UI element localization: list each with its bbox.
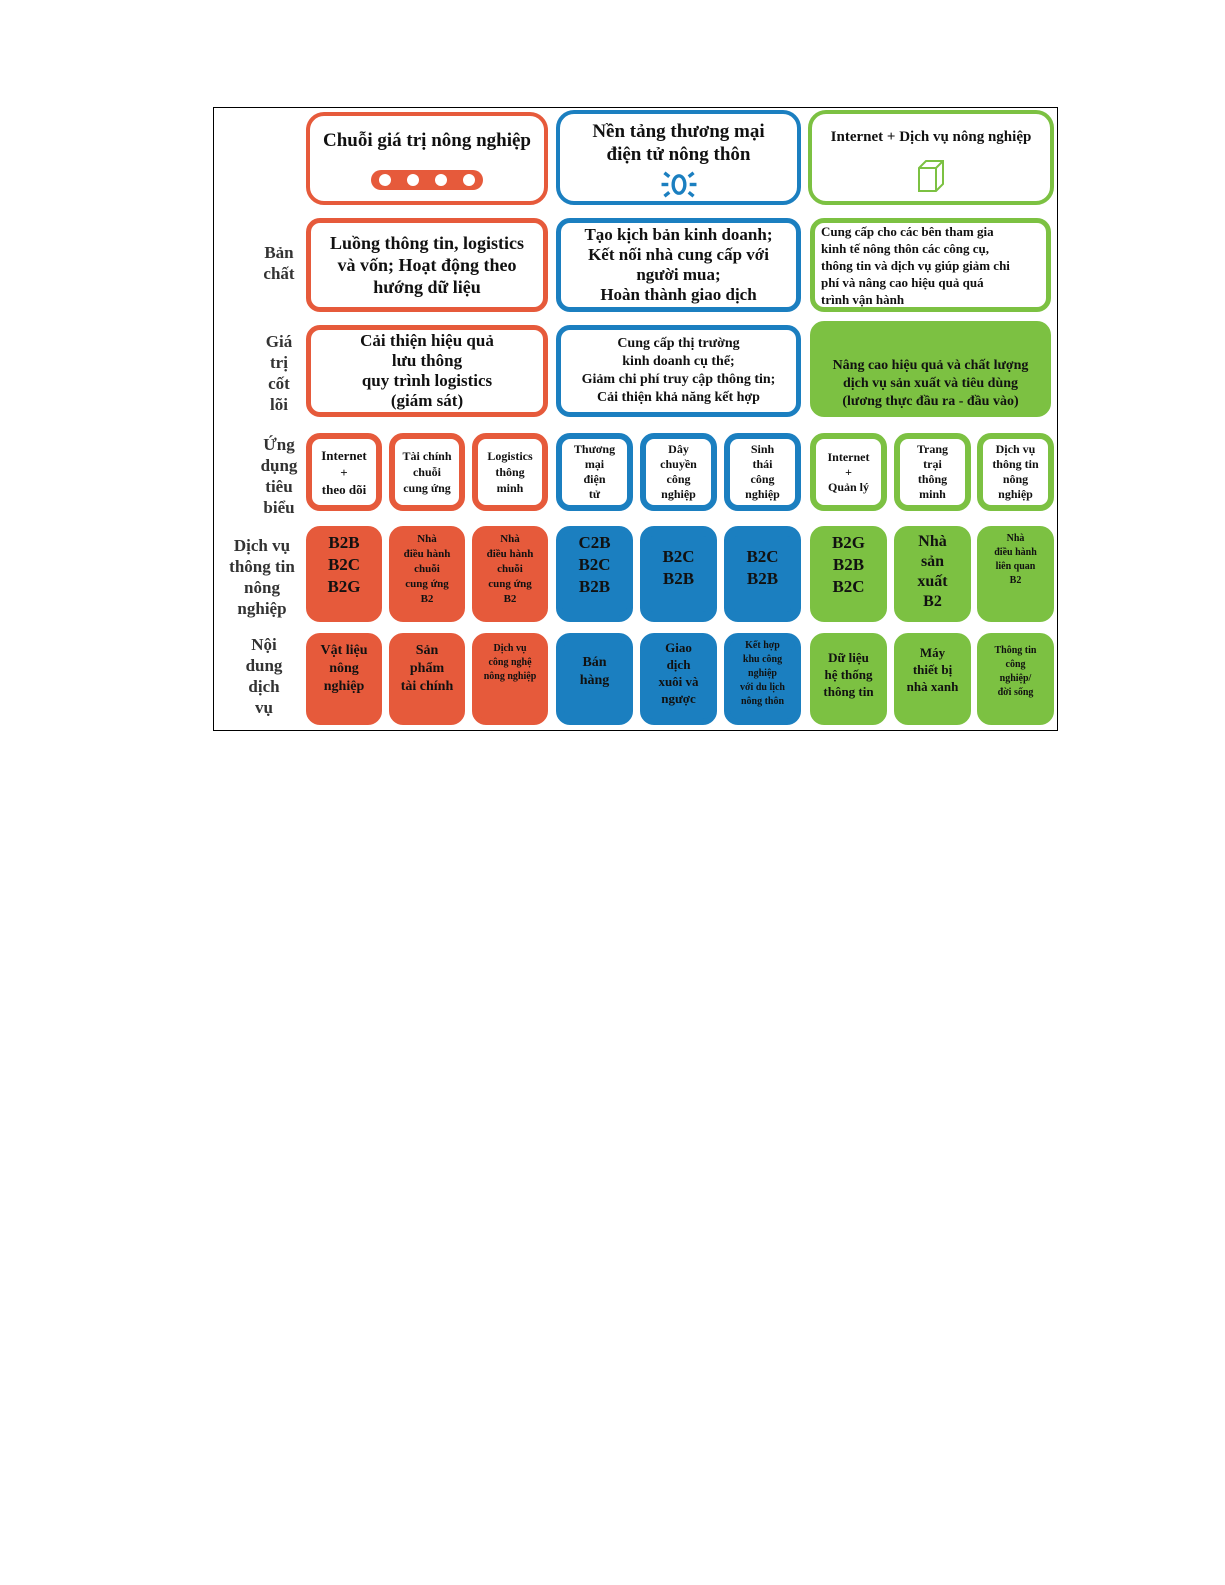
row-label-info-services: Dịch vụ thông tin nông nghiệp bbox=[229, 536, 295, 618]
app-supply-chain-finance bbox=[389, 433, 465, 511]
chain-link-icon bbox=[367, 166, 487, 194]
row-label-nature: Bản chất bbox=[263, 243, 295, 283]
column-header-ecommerce bbox=[556, 110, 801, 205]
info-service-label: B2C B2B bbox=[746, 547, 779, 588]
content-label: Dịch vụ công nghệ nông nghiệp bbox=[483, 643, 537, 682]
info-service-producer bbox=[894, 526, 971, 622]
column-header-label: Chuỗi giá trị nông nghiệp bbox=[323, 130, 531, 151]
info-service-c2b-b2c-b2b bbox=[556, 526, 633, 622]
content-sales bbox=[556, 633, 633, 725]
nature-ecommerce bbox=[556, 218, 801, 312]
core-value-text: Nâng cao hiệu quả và chất lượng dịch vụ sản xuất và tiêu dùng (lương thực đầu ra - đầu vào) bbox=[832, 358, 1029, 409]
content-label: Sản phẩm tài chính bbox=[400, 643, 454, 694]
content-up-down-transactions bbox=[640, 633, 717, 725]
app-ecommerce bbox=[556, 433, 633, 511]
info-service-label: B2C B2B bbox=[662, 547, 695, 588]
info-service-label: Nhà điều hành chuỗi cung ứng B2 bbox=[486, 533, 534, 605]
content-label: Máy thiết bị nhà xanh bbox=[906, 645, 959, 694]
nature-text: Luồng thông tin, logistics và vốn; Hoạt động theo hướng dữ liệu bbox=[329, 233, 525, 297]
info-service-label: C2B B2C B2B bbox=[578, 533, 611, 596]
app-industrial-ecology bbox=[724, 433, 801, 511]
app-internet-tracking bbox=[306, 433, 382, 511]
info-service-related-operator bbox=[977, 526, 1054, 622]
nature-text: Cung cấp cho các bên tham gia kinh tế nông thôn các công cụ, thông tin và dịch vụ giúp giảm chi phí và nâng cao hiệu quả quá trình vận hành bbox=[821, 223, 1010, 307]
column-header-value-chain bbox=[306, 112, 548, 205]
app-smart-farm bbox=[894, 433, 971, 511]
info-service-label: B2G B2B B2C bbox=[831, 533, 866, 596]
content-agri-materials bbox=[306, 633, 382, 725]
info-service-label: Nhà sản xuất B2 bbox=[917, 533, 948, 610]
column-header-agri-services bbox=[808, 110, 1054, 205]
info-service-b2c-b2b-1 bbox=[640, 526, 717, 622]
content-label: Dữ liệu hệ thống thông tin bbox=[823, 650, 874, 699]
content-label: Vật liệu nông nghiệp bbox=[320, 643, 368, 694]
content-industrial-rural-tourism bbox=[724, 633, 801, 725]
info-service-chain-operator-2 bbox=[472, 526, 548, 622]
content-greenhouse-equipment bbox=[894, 633, 971, 725]
app-agri-info-service bbox=[977, 433, 1054, 511]
info-service-chain-operator-1 bbox=[389, 526, 465, 622]
content-label: Giao dịch xuôi và ngược bbox=[658, 640, 699, 706]
column-header-label: Nền tảng thương mại điện tử nông thôn bbox=[592, 121, 765, 165]
box-icon bbox=[916, 158, 946, 194]
content-label: Thông tin công nghiệp/ đời sống bbox=[994, 645, 1037, 698]
app-label: Thương mại điện tử bbox=[573, 442, 616, 501]
core-value-text: Cung cấp thị trường kinh doanh cụ thể; Giảm chi phí truy cập thông tin; Cải thiện khả năng kết hợp bbox=[581, 336, 776, 405]
app-label: Tài chính chuỗi cung ứng bbox=[402, 449, 452, 495]
core-value-text: Cải thiện hiệu quả lưu thông quy trình logistics (giám sát) bbox=[360, 331, 494, 410]
app-label: Internet + theo dõi bbox=[321, 447, 367, 497]
app-label: Logistics thông minh bbox=[487, 449, 533, 495]
content-agri-tech-services bbox=[472, 633, 548, 725]
content-industry-life-info bbox=[977, 633, 1054, 725]
core-value-value-chain bbox=[306, 325, 548, 417]
info-service-label: Nhà điều hành chuỗi cung ứng B2 bbox=[403, 533, 451, 605]
row-label-service-content: Nội dung dịch vụ bbox=[245, 635, 283, 717]
column-header-label: Internet + Dịch vụ nông nghiệp bbox=[830, 129, 1032, 145]
nature-text: Tạo kịch bản kinh doanh; Kết nối nhà cung cấp với người mua; Hoàn thành giao dịch bbox=[584, 225, 773, 304]
app-label: Internet + Quản lý bbox=[827, 449, 870, 494]
info-service-b2b-b2c-b2g bbox=[306, 526, 382, 622]
info-service-b2c-b2b-2 bbox=[724, 526, 801, 622]
app-internet-management bbox=[810, 433, 887, 511]
info-service-label: B2B B2C B2G bbox=[327, 533, 361, 596]
content-label: Kết hợp khu công nghiệp với du lịch nông thôn bbox=[740, 640, 785, 707]
row-label-core-value: Giá trị cốt lõi bbox=[265, 332, 293, 414]
nature-agri-services bbox=[810, 218, 1051, 312]
content-label: Bán hàng bbox=[579, 655, 610, 688]
core-value-ecommerce bbox=[556, 325, 801, 417]
row-label-applications: Ứng dụng tiêu biểu bbox=[260, 435, 298, 517]
core-value-agri-services bbox=[810, 321, 1051, 417]
info-service-label: Nhà điều hành liên quan B2 bbox=[994, 533, 1037, 586]
app-industrial-chain bbox=[640, 433, 717, 511]
info-service-b2g-b2b-b2c bbox=[810, 526, 887, 622]
lightbulb-icon bbox=[657, 168, 701, 201]
diagram-frame bbox=[213, 107, 1058, 731]
app-label: Dây chuyền công nghiệp bbox=[660, 442, 697, 501]
app-smart-logistics bbox=[472, 433, 548, 511]
app-label: Dịch vụ thông tin nông nghiệp bbox=[992, 442, 1039, 501]
app-label: Sinh thái công nghiệp bbox=[745, 442, 780, 501]
content-info-system-data bbox=[810, 633, 887, 725]
nature-value-chain bbox=[306, 218, 548, 312]
app-label: Trang trại thông minh bbox=[916, 442, 949, 501]
content-financial-products bbox=[389, 633, 465, 725]
